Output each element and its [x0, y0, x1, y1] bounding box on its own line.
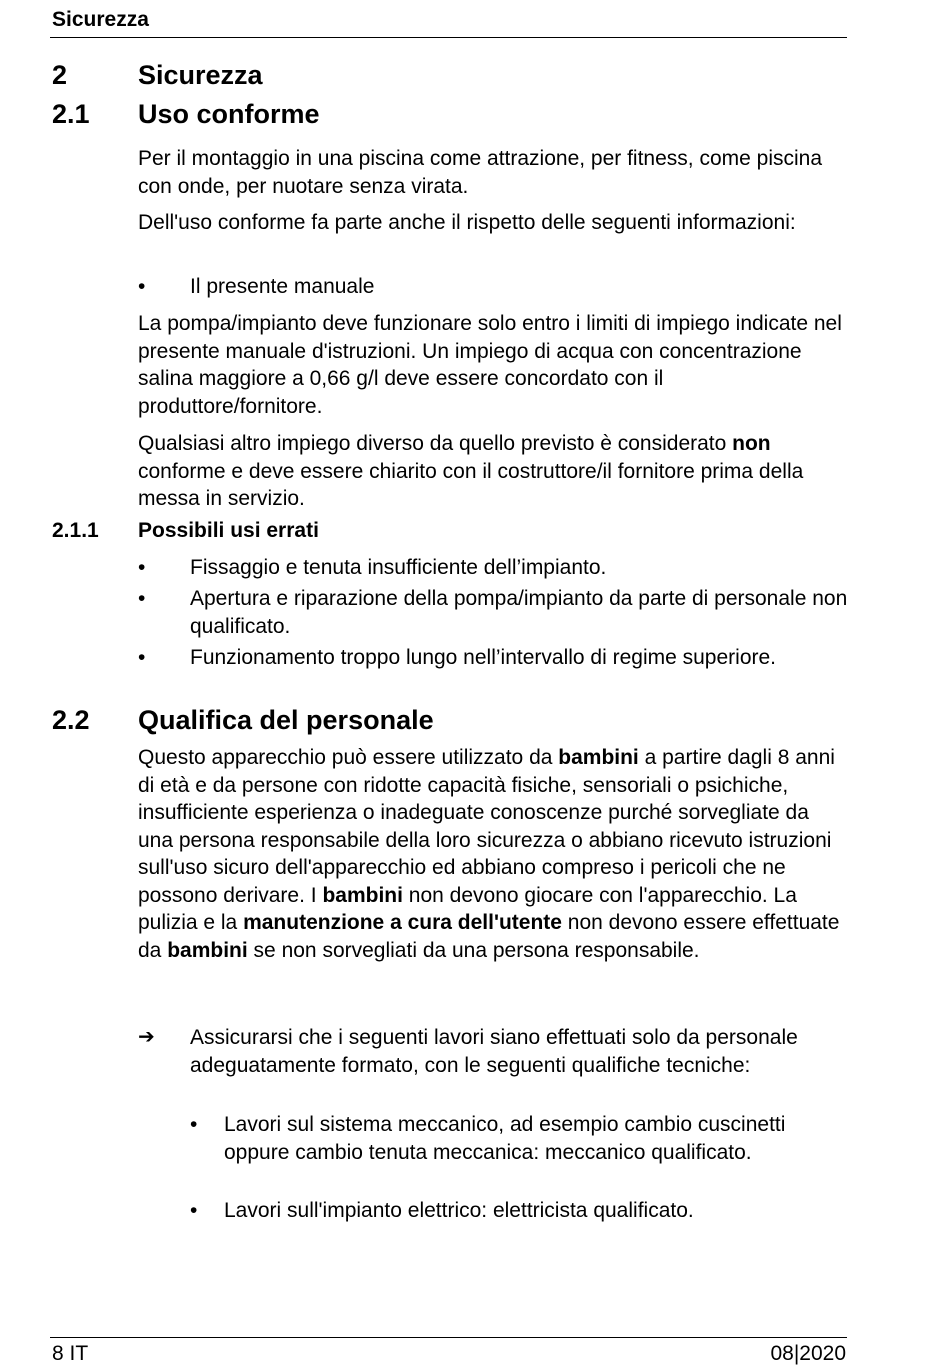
list-item-text: Lavori sul sistema meccanico, ad esempio cambio cuscinetti oppure cambio tenuta meccanica: meccanico qualificato.: [224, 1113, 786, 1164]
bold-segment: non: [732, 432, 771, 455]
running-header-title: Sicurezza: [52, 8, 149, 31]
instruction-step: [138, 1024, 848, 1079]
bold-segment: bambini: [322, 883, 403, 907]
heading-section-2: [52, 60, 263, 91]
heading-title: Qualifica del personale: [138, 705, 434, 735]
paragraph-compliance: Dell'uso conforme fa parte anche il rispetto delle seguenti informazioni:: [138, 211, 796, 234]
heading-title: Uso conforme: [138, 99, 320, 129]
bold-segment: bambini: [558, 746, 639, 769]
arrow-right-icon: ➔: [138, 1026, 155, 1048]
text-segment: se non sorvegliati da una persona responsabile.: [247, 938, 700, 962]
heading-number: 2.1: [52, 99, 90, 129]
text-segment: Qualsiasi altro impiego diverso da quello previsto è considerato: [138, 432, 733, 455]
list-item: [138, 585, 848, 640]
paragraph-intended-use: Per il montaggio in una piscina come attrazione, per fitness, come piscina con onde, per nuotare senza virata.: [138, 147, 823, 198]
heading-number: 2.2: [52, 705, 90, 735]
list-item-text: Fissaggio e tenuta insufficiente dell’impianto.: [190, 556, 607, 579]
paragraph-other-use: [138, 430, 848, 513]
list-item-text: Lavori sull'impianto elettrico: elettricista qualificato.: [224, 1199, 694, 1222]
bold-segment: bambini: [167, 938, 248, 962]
bullet-marker: •: [138, 556, 146, 579]
paragraph-operating-limits: La pompa/impianto deve funzionare solo entro i limiti di impiego indicate nel presente manuale d'istruzioni. Un impiego di acqua con concentrazione salina maggiore a 0,66 g/l deve essere concordato con il produttore/fornitore.: [138, 312, 842, 418]
heading-title: Sicurezza: [138, 60, 263, 90]
list-item: [138, 554, 848, 582]
bullet-marker: •: [190, 1199, 198, 1222]
text-segment: a partire dagli 8 anni di età e da persone con ridotte capacità fisiche, sensoriali o psichiche, insufficiente esperienza o inadeguate conoscenze purché sorvegliate da una persona responsabile della loro sicurezza o abbiano ricevuto istruzioni sull'uso sicuro dell'apparecchio ed abbiano compreso i pericoli che ne possono derivare. I: [138, 746, 835, 907]
list-item: [138, 273, 848, 301]
list-item: [138, 644, 848, 672]
list-item-text: Apertura e riparazione della pompa/impianto da parte di personale non qualificato.: [190, 587, 848, 638]
heading-number: 2: [52, 60, 68, 90]
bullet-marker: •: [190, 1113, 198, 1136]
paragraph-personnel: [138, 744, 848, 964]
list-item: [190, 1111, 848, 1166]
instruction-text: Assicurarsi che i seguenti lavori siano effettuati solo da personale adeguatamente formato, con le seguenti qualifiche tecniche:: [190, 1026, 798, 1077]
text-segment: non devono essere effettuate da: [138, 911, 840, 962]
text-segment: Questo apparecchio può essere utilizzato da: [138, 746, 559, 769]
bullet-marker: •: [138, 587, 146, 610]
heading-title: Possibili usi errati: [138, 519, 319, 542]
heading-number: 2.1.1: [52, 519, 99, 542]
heading-section-2-1: [52, 99, 320, 130]
bold-segment: manutenzione a cura dell'utente: [243, 911, 562, 934]
text-segment: conforme e deve essere chiarito con il costruttore/il fornitore prima della messa in servizio.: [138, 459, 804, 510]
document-date: 08|2020: [770, 1342, 846, 1365]
footer-rule: [50, 1337, 847, 1338]
bullet-marker: •: [138, 275, 146, 298]
text-segment: non devono giocare con l'apparecchio. La pulizia e la: [138, 883, 797, 934]
list-item: [190, 1197, 848, 1225]
bullet-marker: •: [138, 646, 146, 669]
list-item-text: Funzionamento troppo lungo nell’intervallo di regime superiore.: [190, 646, 777, 669]
heading-section-2-1-1: [52, 519, 319, 543]
page-number: 8 IT: [52, 1342, 89, 1365]
header-rule: [50, 37, 847, 38]
list-item-text: Il presente manuale: [190, 275, 375, 298]
heading-section-2-2: [52, 705, 434, 736]
